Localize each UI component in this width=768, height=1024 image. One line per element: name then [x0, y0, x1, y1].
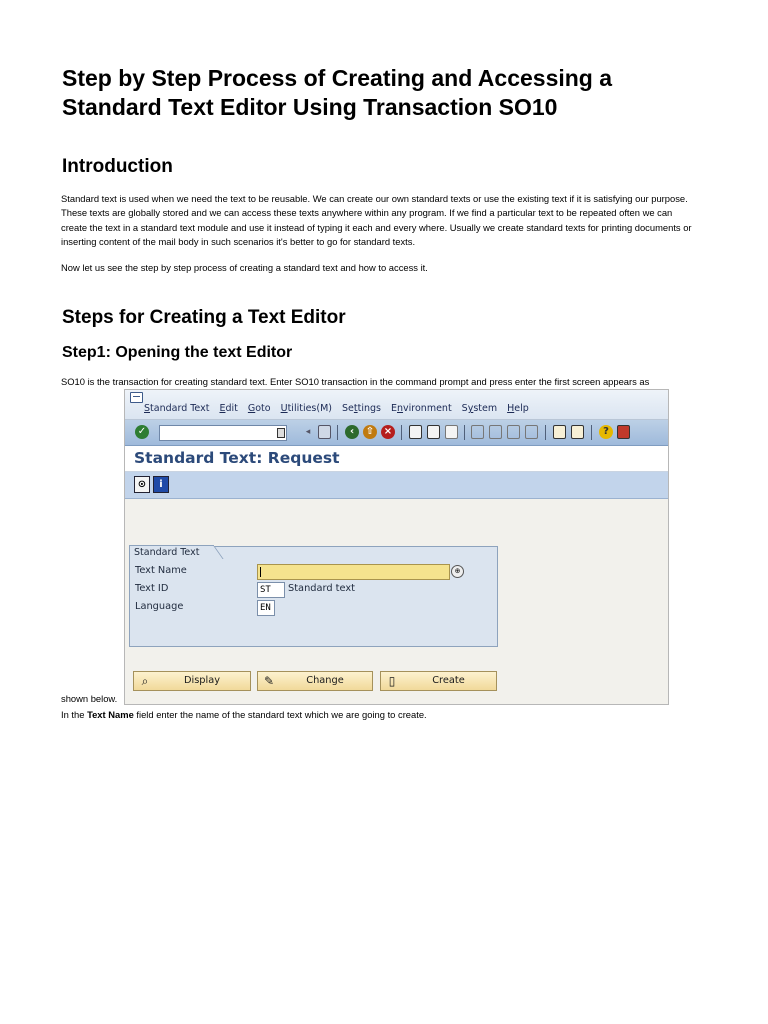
change-button[interactable]: [257, 671, 373, 691]
menu-item-4[interactable]: Settings: [342, 403, 381, 414]
system-menu-icon[interactable]: [130, 392, 143, 403]
document-icon: ▯: [388, 674, 396, 688]
screen-title-bar: [125, 446, 668, 472]
steps-heading: Steps for Creating a Text Editor: [62, 307, 346, 328]
group-title: Standard Text: [129, 545, 214, 559]
previous-page-icon[interactable]: [489, 425, 502, 439]
menu-item-7[interactable]: Help: [507, 403, 529, 414]
step1-text: SO10 is the transaction for creating standard text. Enter SO10 transaction in the command prompt and press enter the first screen appears as: [61, 376, 650, 387]
print-icon[interactable]: [409, 425, 422, 439]
sap-menu-bar: [125, 390, 668, 420]
text-id-input[interactable]: ST: [257, 582, 285, 598]
exit-icon[interactable]: ⇧: [363, 425, 377, 439]
menu-item-6[interactable]: System: [461, 403, 498, 414]
glasses-icon: ⌕: [141, 674, 149, 688]
back-arrow-icon[interactable]: ◂: [305, 427, 311, 437]
create-session-icon[interactable]: [553, 425, 566, 439]
step1-text-end: shown below.: [61, 693, 118, 704]
intro-paragraph-1: Standard text is used when we need the text to be reusable. We can create our own standard texts or use the existing text if it is satisfying our purpose. These texts are globally stored and we can access these texts anywhere within any program. If we find a particular text to be repeated often we can create the text in a standard text module and use it instead of typing it each and every where. Usually we create standard texts for printing documents or inserting content of the mail body in such scenarios it's better to go for standard texts.: [61, 193, 692, 248]
save-icon[interactable]: [318, 425, 331, 439]
pencil-icon: ✎: [263, 674, 275, 688]
menu-items: [144, 403, 539, 414]
language-input[interactable]: EN: [257, 600, 275, 616]
intro-paragraph-2: Now let us see the step by step process of creating a standard text and how to access it.: [61, 262, 428, 273]
text-name-instruction: [61, 708, 701, 722]
standard-text-group: [129, 546, 498, 647]
text-name-label: Text Name: [135, 565, 187, 576]
change-button-label: Change: [306, 675, 344, 686]
sap-so10-screenshot: [124, 389, 669, 705]
back-icon[interactable]: ‹: [345, 425, 359, 439]
last-page-icon[interactable]: [525, 425, 538, 439]
instruction-pre: In the: [61, 709, 88, 720]
intro-heading: Introduction: [62, 156, 173, 177]
application-toolbar: [125, 472, 668, 499]
cancel-icon[interactable]: ×: [381, 425, 395, 439]
first-page-icon[interactable]: [471, 425, 484, 439]
menu-item-3[interactable]: Utilities(M): [280, 403, 332, 414]
next-page-icon[interactable]: [507, 425, 520, 439]
create-button-label: Create: [432, 675, 465, 686]
find-icon[interactable]: [427, 425, 440, 439]
help-icon[interactable]: ?: [599, 425, 613, 439]
menu-item-2[interactable]: Goto: [247, 403, 271, 414]
info-icon[interactable]: i: [153, 476, 169, 493]
menu-item-0[interactable]: Standard Text: [144, 403, 210, 414]
display-button[interactable]: [133, 671, 251, 691]
step1-heading: Step1: Opening the text Editor: [62, 344, 293, 361]
screen-title: Standard Text: Request: [134, 449, 340, 467]
instruction-post: field enter the name of the standard text which we are going to create.: [133, 709, 427, 720]
layout-icon[interactable]: [617, 425, 630, 439]
text-id-label: Text ID: [135, 583, 169, 594]
menu-item-1[interactable]: Edit: [219, 403, 238, 414]
find-next-icon[interactable]: [445, 425, 458, 439]
create-button[interactable]: [380, 671, 497, 691]
command-dropdown-icon[interactable]: [277, 428, 285, 438]
text-name-input[interactable]: [257, 564, 450, 580]
sap-standard-toolbar: [125, 420, 668, 446]
instruction-field-name: Text Name: [87, 709, 134, 720]
shortcut-icon[interactable]: [571, 425, 584, 439]
search-help-icon[interactable]: ⊕: [451, 565, 464, 578]
menu-item-5[interactable]: Environment: [390, 403, 452, 414]
display-button-label: Display: [183, 675, 221, 686]
language-label: Language: [135, 601, 184, 612]
text-id-description: Standard text: [288, 583, 356, 594]
document-title: Step by Step Process of Creating and Accessing a Standard Text Editor Using Transaction SO10: [62, 65, 613, 120]
command-field[interactable]: [159, 425, 287, 441]
enter-icon[interactable]: ✓: [135, 425, 149, 439]
display-object-icon[interactable]: ⊙: [134, 476, 150, 493]
